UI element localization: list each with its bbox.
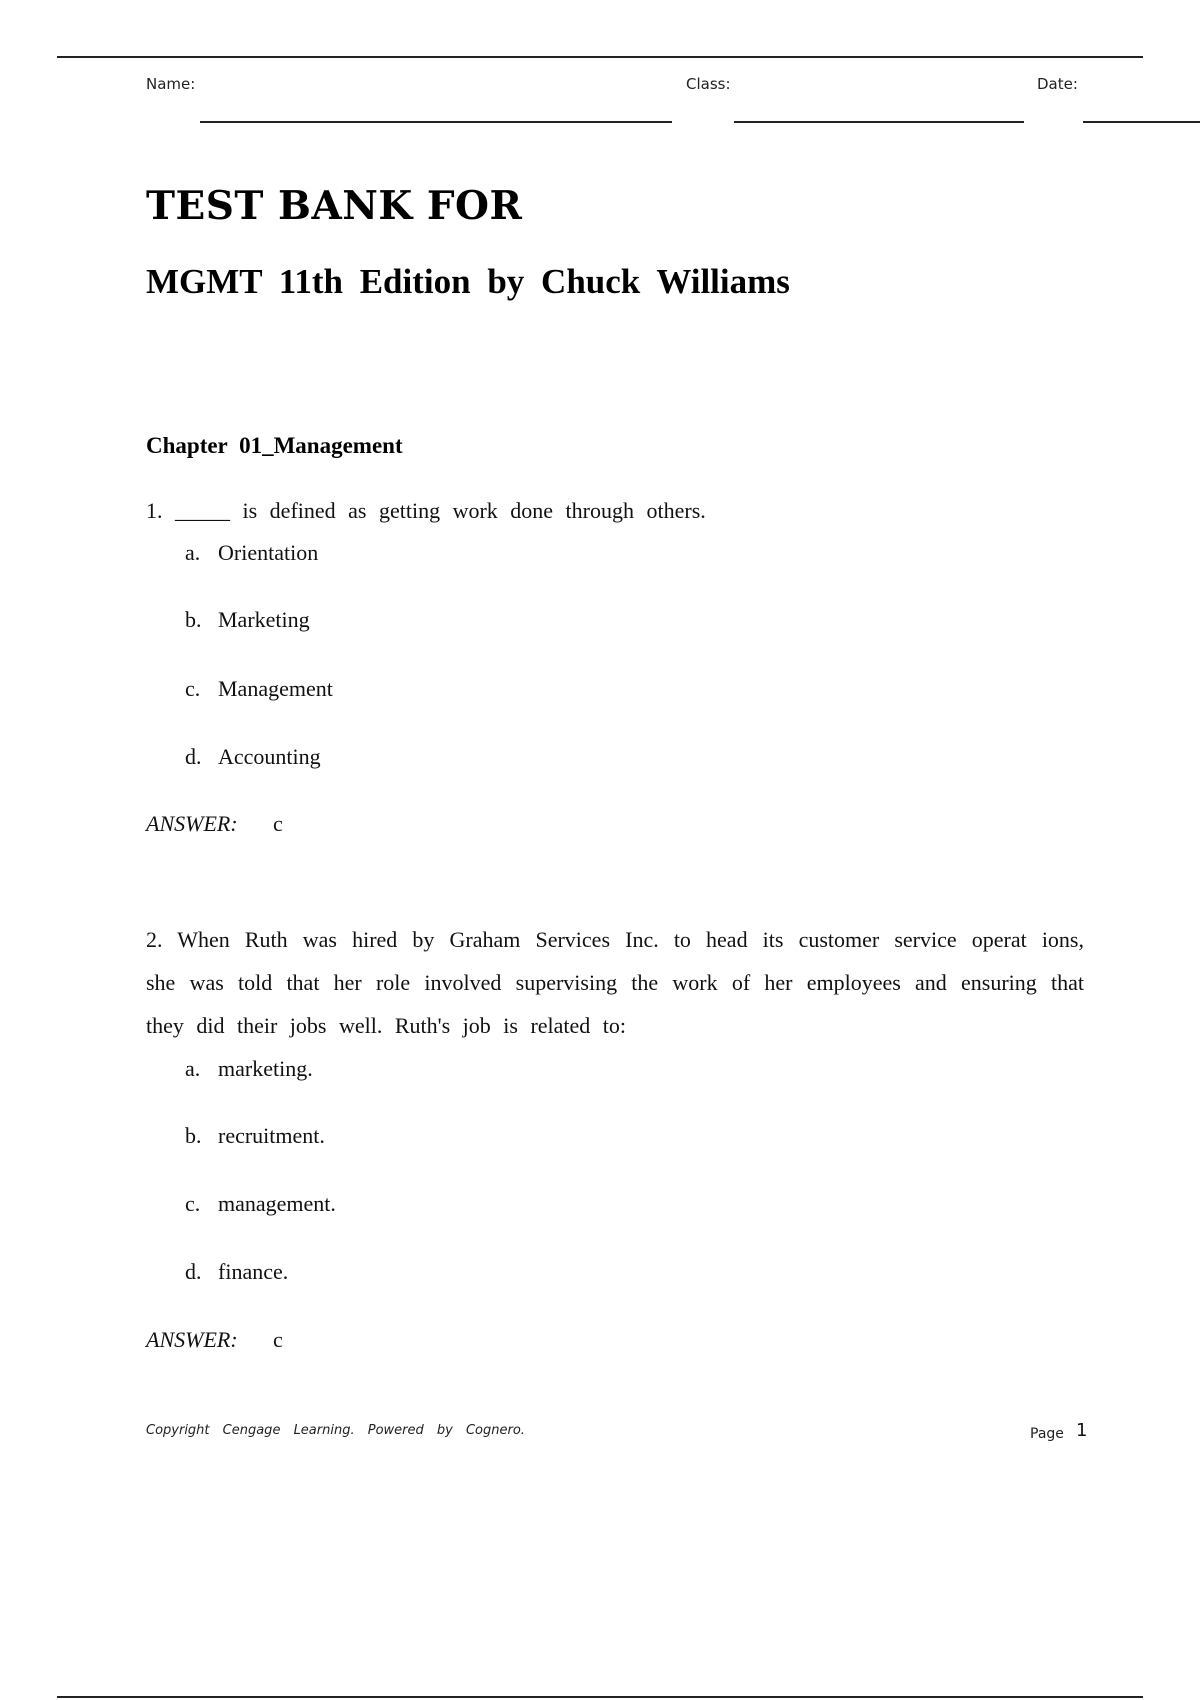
question-1-answer: [146, 811, 283, 837]
option-text: Management: [218, 676, 333, 701]
option-letter: d.: [185, 744, 202, 769]
option-text: management.: [218, 1191, 336, 1216]
question-2-option-b: [185, 1123, 325, 1149]
question-2-option-c: [185, 1191, 336, 1217]
option-letter: a.: [185, 540, 201, 565]
answer-value: c: [273, 1327, 283, 1352]
date-label: Date:: [1037, 75, 1078, 93]
question-2-text: 2. When Ruth was hired by Graham Services Inc. to head its customer service operat ions, she was told that her role involved supervising the work of her employees and ensuring that they did their jobs well. Ruth's job is related to:: [146, 927, 1084, 1038]
option-text: Accounting: [218, 744, 321, 769]
answer-value: c: [273, 811, 283, 836]
answer-label: ANSWER:: [146, 811, 238, 836]
option-text: Marketing: [218, 607, 310, 632]
question-2-answer: [146, 1327, 283, 1353]
question-2-option-a: [185, 1056, 313, 1082]
option-letter: c.: [185, 1191, 201, 1216]
option-letter: b.: [185, 607, 202, 632]
class-label: Class:: [686, 75, 731, 93]
question-1-option-a: [185, 540, 318, 566]
chapter-heading: Chapter 01_Management: [146, 433, 403, 458]
option-letter: a.: [185, 1056, 201, 1081]
name-field-line: [200, 121, 672, 123]
option-text: finance.: [218, 1259, 289, 1284]
name-label: Name:: [146, 75, 196, 93]
page-number: 1: [1076, 1420, 1088, 1441]
class-field-line: [734, 121, 1024, 123]
book-title: MGMT 11th Edition by Chuck Williams: [146, 262, 790, 301]
page-title: TEST BANK FOR: [146, 183, 523, 229]
copyright-notice: Copyright Cengage Learning. Powered by Cognero.: [146, 1423, 525, 1438]
option-letter: b.: [185, 1123, 202, 1148]
top-rule: [57, 56, 1143, 58]
option-text: marketing.: [218, 1056, 313, 1081]
question-1-text: 1. _____ is defined as getting work done through others.: [146, 498, 706, 523]
question-1-option-c: [185, 676, 333, 702]
bottom-rule: [57, 1696, 1143, 1698]
answer-label: ANSWER:: [146, 1327, 238, 1352]
option-letter: c.: [185, 676, 201, 701]
question-1-option-b: [185, 607, 310, 633]
question-1-option-d: [185, 744, 321, 770]
option-text: recruitment.: [218, 1123, 325, 1148]
question-2-option-d: [185, 1259, 288, 1285]
date-field-line: [1083, 121, 1200, 123]
page-label: Page: [1030, 1426, 1064, 1442]
option-text: Orientation: [218, 540, 319, 565]
option-letter: d.: [185, 1259, 202, 1284]
